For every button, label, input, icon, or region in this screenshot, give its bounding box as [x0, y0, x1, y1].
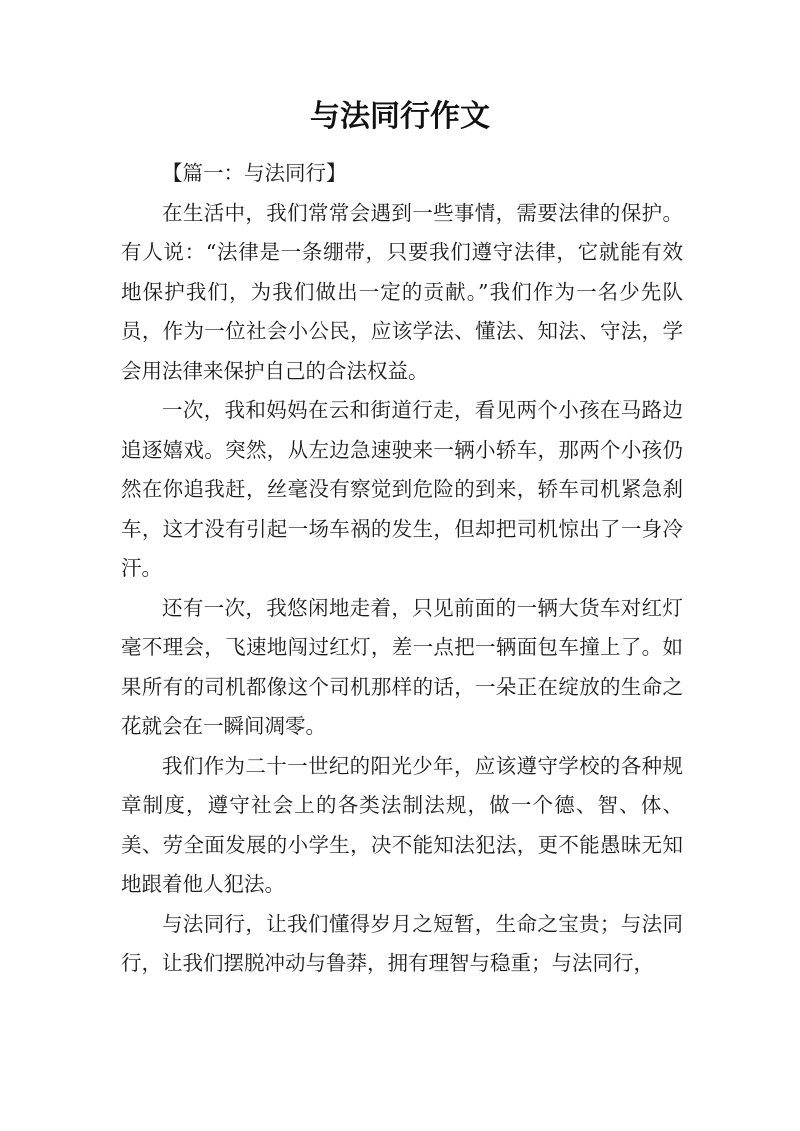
section-heading: 【篇一：与法同行】: [162, 161, 347, 185]
paragraph: 与法同行，让我们懂得岁月之短暂，生命之宝贵；与法同行，让我们摆脱冲动与鲁莽，拥有理智与稳重；与法同行，: [121, 911, 683, 975]
paragraph: 一次，我和妈妈在云和街道行走，看见两个小孩在马路边追逐嬉戏。突然，从左边急速驶来一辆小轿车，那两个小孩仍然在你追我赶，丝毫没有察觉到危险的到来，轿车司机紧急刹车，这才没有引起一场车祸的发生，但却把司机惊出了一身冷汗。: [121, 398, 683, 580]
document-body: [121, 154, 683, 984]
paragraph: 我们作为二十一世纪的阳光少年，应该遵守学校的各种规章制度，遵守社会上的各类法制法规，做一个德、智、体、美、劳全面发展的小学生，决不能知法犯法，更不能愚昧无知地跟着他人犯法。: [121, 753, 683, 896]
paragraph: 在生活中，我们常常会遇到一些事情，需要法律的保护。有人说：“法律是一条绷带，只要我们遵守法律，它就能有效地保护我们，为我们做出一定的贡献。”我们作为一名少先队员，作为一位社会小公民，应该学法、懂法、知法、守法，学会用法律来保护自己的合法权益。: [121, 200, 683, 383]
paragraph: 还有一次，我悠闲地走着，只见前面的一辆大货车对红灯毫不理会，飞速地闯过红灯，差一点把一辆面包车撞上了。如果所有的司机都像这个司机那样的话，一朵正在绽放的生命之花就会在一瞬间凋零。: [121, 595, 683, 738]
document-title: 与法同行作文: [310, 99, 490, 134]
